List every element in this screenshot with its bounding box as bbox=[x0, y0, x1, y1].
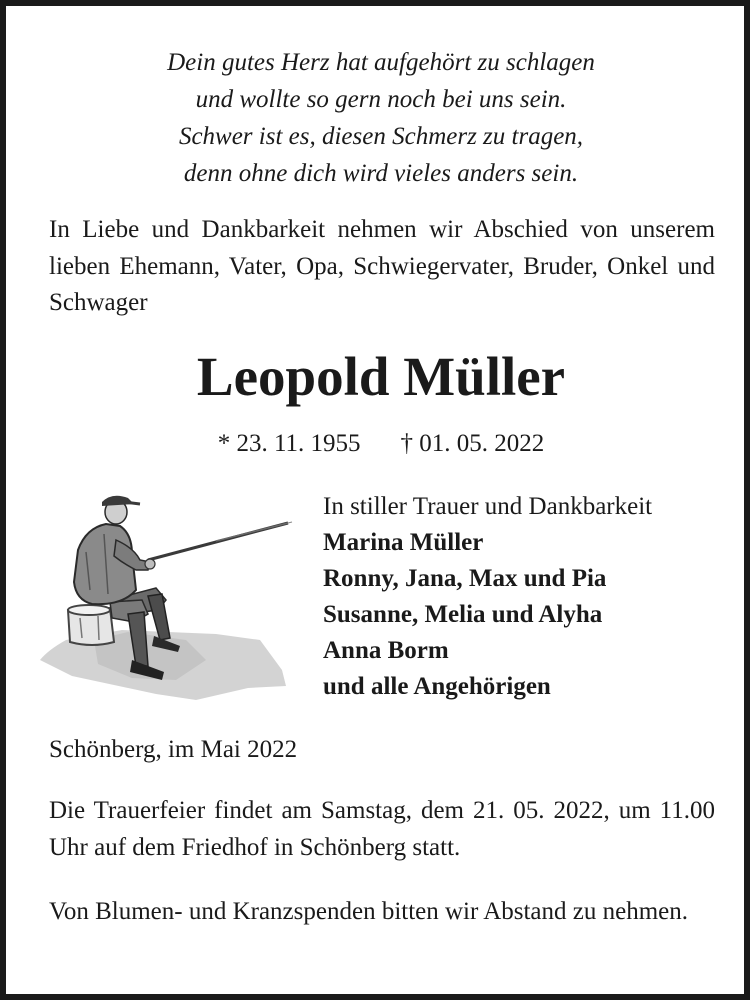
mourners-heading: In stiller Trauer und Dankbarkeit bbox=[323, 493, 653, 520]
poem-line: Dein gutes Herz hat aufgehört zu schlagen bbox=[167, 49, 595, 76]
intro-text: In Liebe und Dankbarkeit nehmen wir Abschied von unserem lieben Ehemann, Vater, Opa, Schwiegervater, Bruder, Onkel und Schwager bbox=[49, 216, 715, 316]
mourner-name: Marina Müller bbox=[323, 529, 484, 556]
birth-date: * 23. 11. 1955 bbox=[217, 430, 361, 457]
poem-line: denn ohne dich wird vieles anders sein. bbox=[183, 160, 579, 187]
deceased-name: Leopold Müller bbox=[196, 346, 566, 407]
place-date: Schönberg, im Mai 2022 bbox=[49, 736, 298, 763]
mourner-name: Ronny, Jana, Max und Pia bbox=[323, 565, 607, 592]
mourner-name: Susanne, Melia und Alyha bbox=[323, 601, 603, 628]
poem-line: Schwer ist es, diesen Schmerz zu tragen, bbox=[178, 123, 584, 150]
poem bbox=[6, 44, 750, 192]
funeral-service-info: Die Trauerfeier findet am Samstag, dem 21. 05. 2022, um 11.00 Uhr auf dem Friedhof in Schönberg statt. bbox=[49, 797, 715, 861]
angler-icon bbox=[36, 490, 298, 702]
mourners-list bbox=[323, 489, 743, 705]
death-date: † 01. 05. 2022 bbox=[400, 430, 545, 457]
donation-request: Von Blumen- und Kranzspenden bitten wir Abstand zu nehmen. bbox=[49, 898, 689, 925]
life-dates bbox=[6, 426, 750, 462]
poem-line: und wollte so gern noch bei uns sein. bbox=[195, 86, 567, 113]
mourner-name: Anna Borm bbox=[323, 637, 449, 664]
mourner-name: und alle Angehörigen bbox=[323, 673, 551, 700]
